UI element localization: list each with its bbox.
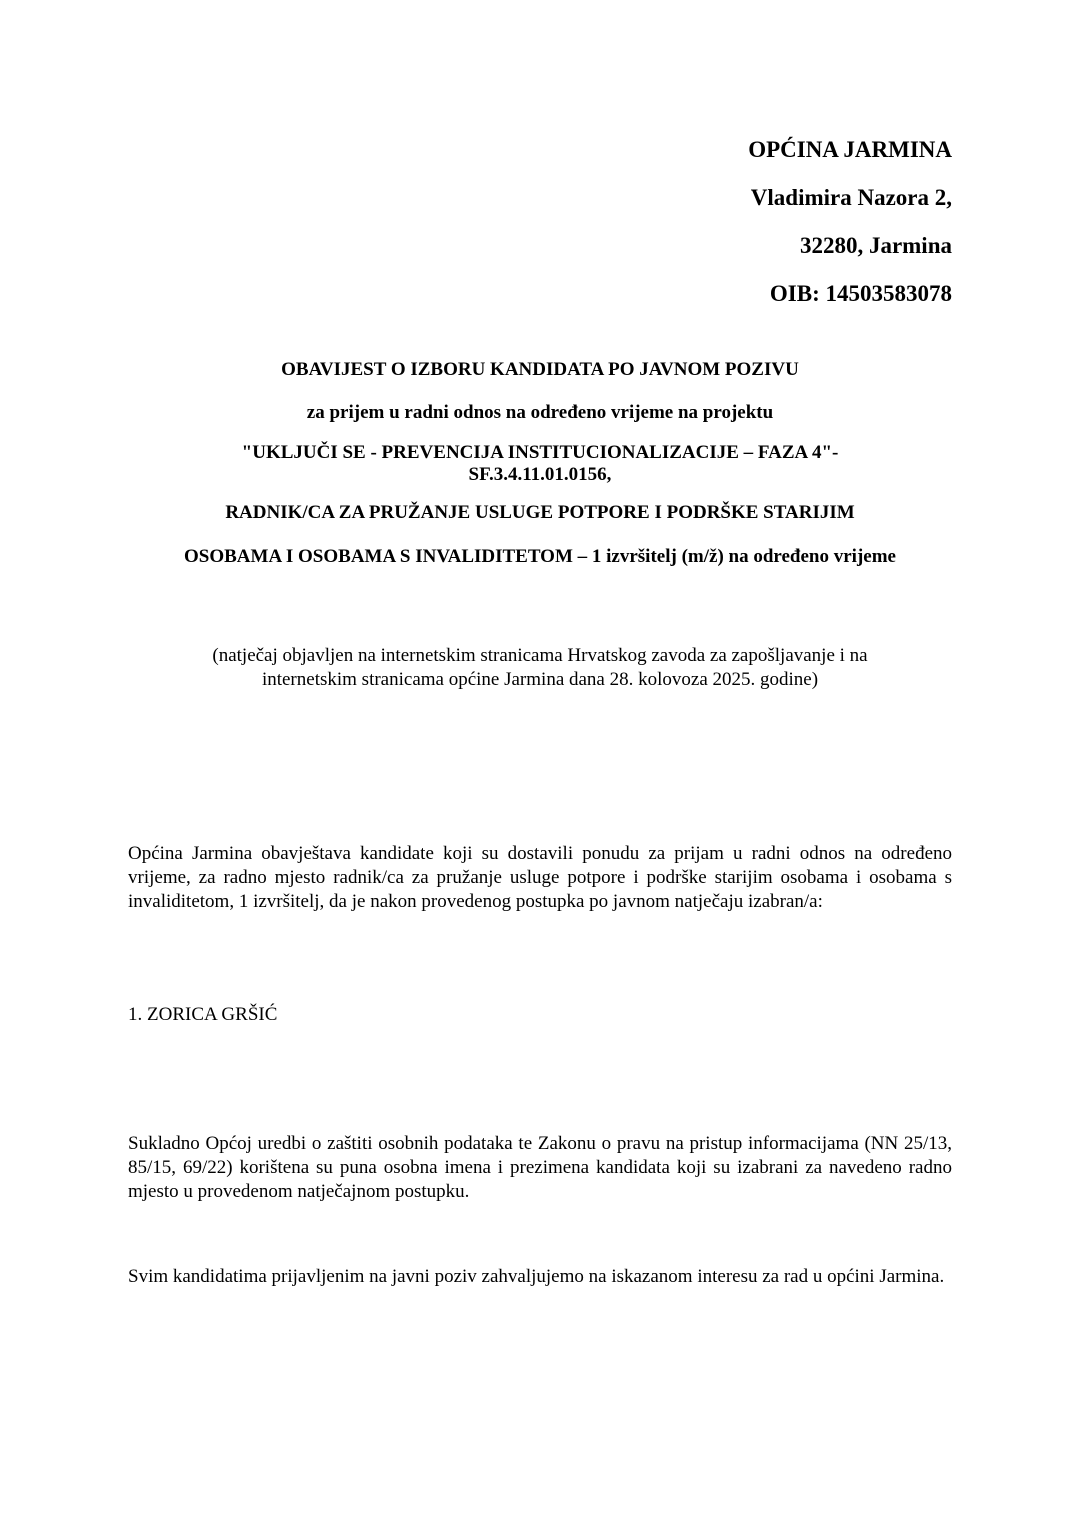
publication-note-line2: internetskim stranicama općine Jarmina dana 28. kolovoza 2025. godine) bbox=[261, 669, 819, 690]
publication-note-line1: (natječaj objavljen na internetskim stranicama Hrvatskog zavoda za zapošljavanje i na bbox=[212, 645, 868, 666]
publication-note bbox=[128, 644, 952, 692]
sender-street: Vladimira Nazora 2, bbox=[750, 185, 952, 210]
notice-paragraph: Općina Jarmina obavještava kandidate koji su dostavili ponudu za prijam u radni odnos na određeno vrijeme, za radno mjesto radnik/ca za pružanje usluge potpore i podrške starijim osobama i osobama s invaliditetom, 1 izvršitelj, da je nakon provedenog postupka po javnom natječaju izabran/a: bbox=[128, 843, 952, 912]
sender-city: 32280, Jarmina bbox=[799, 233, 952, 258]
privacy-paragraph: Sukladno Općoj uredbi o zaštiti osobnih podataka te Zakonu o pravu na pristup informacijama (NN 25/13, 85/15, 69/22) korištena su puna osobna imena i prezimena kandidata koji su izabrani za navedeno radno mjesto u provedenom natječajnom postupku. bbox=[128, 1133, 952, 1202]
project-name-line1: "UKLJUČI SE - PREVENCIJA INSTITUCIONALIZACIJE – FAZA 4"- bbox=[241, 442, 839, 463]
position-title-line1: RADNIK/CA ZA PRUŽANJE USLUGE POTPORE I PODRŠKE STARIJIM bbox=[225, 502, 855, 523]
selected-candidate: 1. ZORICA GRŠIĆ bbox=[128, 1004, 278, 1025]
sender-name: OPĆINA JARMINA bbox=[748, 137, 952, 162]
thanks-paragraph: Svim kandidatima prijavljenim na javni poziv zahvaljujemo na iskazanom interesu za rad u općini Jarmina. bbox=[128, 1266, 945, 1287]
sender-oib: OIB: 14503583078 bbox=[769, 281, 952, 306]
document-title: OBAVIJEST O IZBORU KANDIDATA PO JAVNOM POZIVU bbox=[281, 359, 799, 380]
project-code-line: SF.3.4.11.01.0156, bbox=[468, 464, 612, 485]
document-subtitle: za prijem u radni odnos na određeno vrijeme na projektu bbox=[306, 402, 774, 423]
sender-block bbox=[748, 126, 952, 318]
document-heading bbox=[128, 355, 952, 572]
position-title-line2: OSOBAMA I OSOBAMA S INVALIDITETOM – 1 izvršitelj (m/ž) na određeno vrijeme bbox=[184, 546, 896, 567]
